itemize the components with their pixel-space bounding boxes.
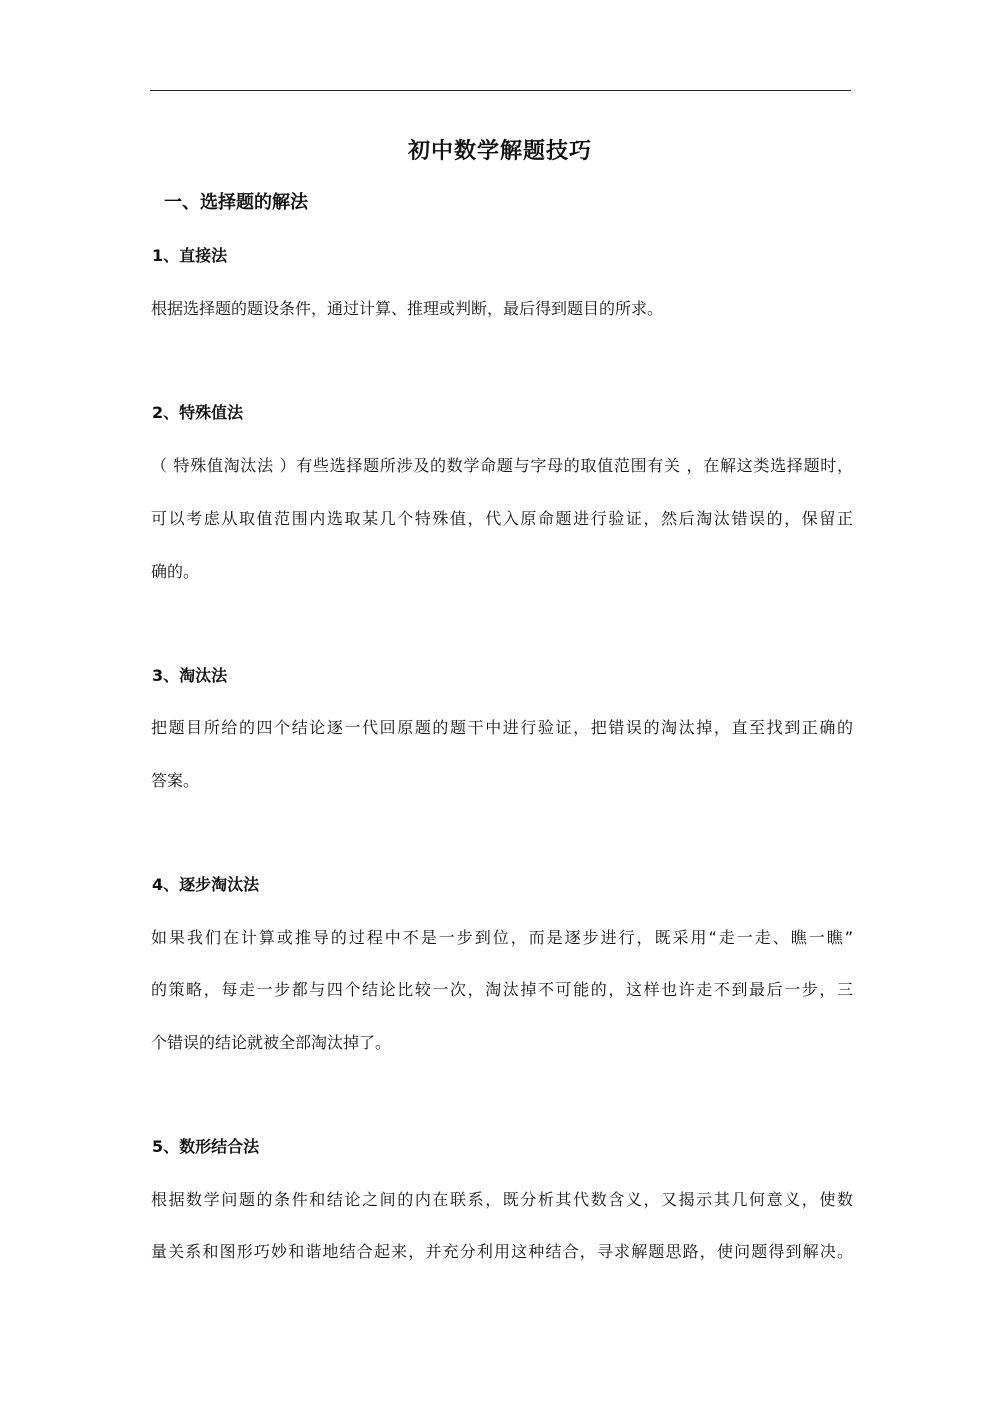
paragraph-line: 如果我们在计算或推导的过程中不是一步到位，而是逐步进行，既采用“走一走、瞧一瞧”	[151, 928, 853, 947]
paragraph-line: 可以考虑从取值范围内选取某几个特殊值，代入原命题进行验证，然后淘汰错误的，保留正	[151, 509, 853, 528]
paragraph-line: 量关系和图形巧妙和谐地结合起来，并充分利用这种结合，寻求解题思路，使问题得到解决。	[151, 1242, 853, 1261]
item-heading-direct-method: 1、直接法	[152, 246, 228, 265]
item-heading-number-shape-method: 5、数形结合法	[152, 1137, 260, 1156]
document-title: 初中数学解题技巧	[407, 139, 592, 164]
paragraph-line: 的策略，每走一步都与四个结论比较一次，淘汰掉不可能的，这样也许走不到最后一步，三	[151, 980, 853, 999]
paragraph-line: 个错误的结论就被全部淘汰掉了。	[151, 1033, 392, 1052]
paragraph-line: （ 特殊值淘汰法 ）有些选择题所涉及的数学命题与字母的取值范围有关 ，在解这类选择题时，	[151, 456, 853, 475]
item-heading-special-value-method: 2、特殊值法	[152, 403, 244, 422]
paragraph-line: 把题目所给的四个结论逐一代回原题的题干中进行验证，把错误的淘汰掉，直至找到正确的	[151, 718, 853, 737]
item-heading-elimination-method: 3、淘汰法	[152, 666, 228, 685]
section-heading: 一、选择题的解法	[164, 192, 308, 213]
paragraph-line: 根据选择题的题设条件，通过计算、推理或判断，最后得到题目的所求。	[151, 299, 664, 318]
paragraph-line: 确的。	[151, 562, 200, 581]
paragraph-line: 答案。	[151, 771, 200, 790]
header-rule	[150, 90, 851, 91]
item-heading-stepwise-elimination-method: 4、逐步淘汰法	[152, 875, 260, 894]
paragraph-line: 根据数学问题的条件和结论之间的内在联系，既分析其代数含义，又揭示其几何意义，使数	[151, 1190, 853, 1209]
